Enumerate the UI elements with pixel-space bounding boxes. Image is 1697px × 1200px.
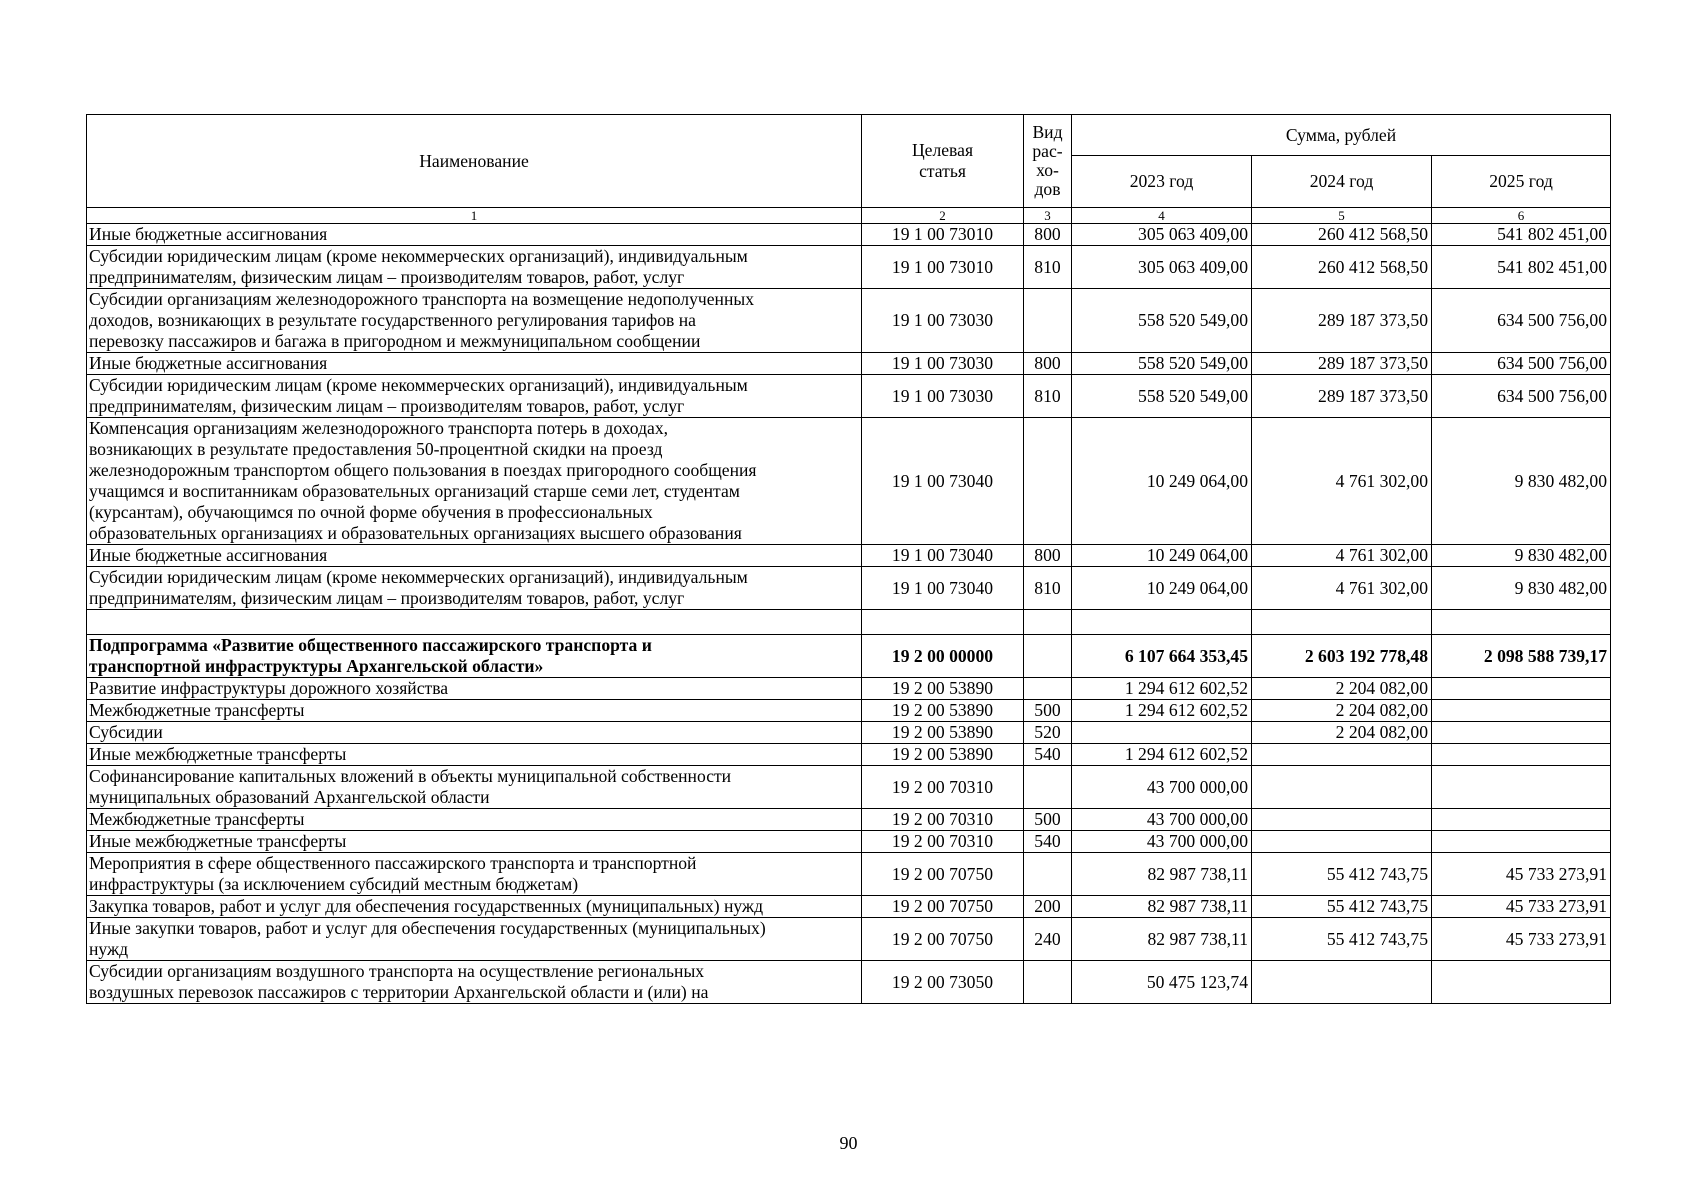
table-row xyxy=(87,961,1611,1004)
cell-name-line: Иные закупки товаров, работ и услуг для обеспечения государственных (муниципальных) xyxy=(89,918,766,938)
cell-target-article: 19 1 00 73040 xyxy=(862,418,1024,545)
budget-table xyxy=(86,114,1611,1004)
cell-target-article: 19 1 00 73040 xyxy=(862,545,1024,567)
cell-name-line: доходов, возникающих в результате государственного регулирования тарифов на xyxy=(89,310,696,330)
cell-amount-2023 xyxy=(1072,722,1252,744)
cell-name xyxy=(87,545,862,567)
cell-amount-2025: 541 802 451,00 xyxy=(1432,224,1611,246)
subprogram-row xyxy=(87,635,1611,678)
cell-expense-type xyxy=(1024,678,1072,700)
cell-name-line: железнодорожным транспортом общего пользования в поездах пригородного сообщения xyxy=(89,460,757,480)
cell-amount-2025 xyxy=(1432,610,1611,635)
table-body xyxy=(87,224,1611,1004)
cell-name-line: Подпрограмма «Развитие общественного пассажирского транспорта и xyxy=(89,635,652,655)
cell-amount-2023 xyxy=(1072,610,1252,635)
cell-target-article: 19 1 00 73030 xyxy=(862,375,1024,418)
column-number: 5 xyxy=(1252,208,1432,224)
cell-amount-2025: 634 500 756,00 xyxy=(1432,353,1611,375)
cell-name xyxy=(87,353,862,375)
table-row xyxy=(87,246,1611,289)
table-row xyxy=(87,896,1611,918)
cell-amount-2023: 10 249 064,00 xyxy=(1072,418,1252,545)
cell-target-article: 19 1 00 73030 xyxy=(862,353,1024,375)
cell-amount-2023: 43 700 000,00 xyxy=(1072,809,1252,831)
header-expense-type-line: Вид xyxy=(1032,122,1063,142)
cell-expense-type: 800 xyxy=(1024,224,1072,246)
cell-name xyxy=(87,831,862,853)
cell-target-article: 19 2 00 53890 xyxy=(862,678,1024,700)
cell-name-line: предпринимателям, физическим лицам – производителям товаров, работ, услуг xyxy=(89,588,685,608)
cell-amount-2025 xyxy=(1432,744,1611,766)
cell-amount-2023: 82 987 738,11 xyxy=(1072,853,1252,896)
header-year-2025: 2025 год xyxy=(1432,156,1611,208)
cell-amount-2024 xyxy=(1252,766,1432,809)
cell-expense-type: 810 xyxy=(1024,375,1072,418)
cell-name-line: Субсидии организациям воздушного транспорта на осуществление региональных xyxy=(89,961,705,981)
table-row xyxy=(87,375,1611,418)
cell-amount-2025 xyxy=(1432,831,1611,853)
column-number: 2 xyxy=(862,208,1024,224)
cell-amount-2025: 45 733 273,91 xyxy=(1432,896,1611,918)
cell-name-line: Межбюджетные трансферты xyxy=(89,700,305,720)
cell-amount-2023: 305 063 409,00 xyxy=(1072,246,1252,289)
cell-name-line: Иные бюджетные ассигнования xyxy=(89,545,328,565)
cell-amount-2024: 2 204 082,00 xyxy=(1252,678,1432,700)
cell-name-line: транспортной инфраструктуры Архангельской области» xyxy=(89,656,544,676)
cell-amount-2024 xyxy=(1252,744,1432,766)
table-row xyxy=(87,766,1611,809)
table-row xyxy=(87,831,1611,853)
header-expense-type xyxy=(1024,115,1072,208)
cell-name-line: предпринимателям, физическим лицам – производителям товаров, работ, услуг xyxy=(89,267,685,287)
cell-name-line: инфраструктуры (за исключением субсидий местным бюджетам) xyxy=(89,874,579,894)
cell-amount-2025: 541 802 451,00 xyxy=(1432,246,1611,289)
cell-amount-2023: 10 249 064,00 xyxy=(1072,545,1252,567)
cell-target-article: 19 2 00 73050 xyxy=(862,961,1024,1004)
cell-amount-2023: 82 987 738,11 xyxy=(1072,918,1252,961)
cell-expense-type xyxy=(1024,418,1072,545)
page-number: 90 xyxy=(839,1133,858,1153)
cell-name-line: предпринимателям, физическим лицам – производителям товаров, работ, услуг xyxy=(89,396,685,416)
cell-amount-2023: 1 294 612 602,52 xyxy=(1072,678,1252,700)
cell-name-line: Софинансирование капитальных вложений в объекты муниципальной собственности xyxy=(89,766,732,786)
cell-expense-type: 500 xyxy=(1024,809,1072,831)
cell-amount-2025 xyxy=(1432,678,1611,700)
cell-amount-2023: 50 475 123,74 xyxy=(1072,961,1252,1004)
cell-target-article: 19 2 00 70310 xyxy=(862,766,1024,809)
cell-name-line: Иные межбюджетные трансферты xyxy=(89,744,347,764)
cell-target-article: 19 2 00 00000 xyxy=(862,635,1024,678)
table-row xyxy=(87,418,1611,545)
table-header xyxy=(87,115,1611,224)
cell-name-line: Мероприятия в сфере общественного пассажирского транспорта и транспортной xyxy=(89,853,697,873)
table-row xyxy=(87,353,1611,375)
cell-amount-2024: 2 204 082,00 xyxy=(1252,700,1432,722)
cell-amount-2024: 55 412 743,75 xyxy=(1252,853,1432,896)
cell-amount-2025: 9 830 482,00 xyxy=(1432,545,1611,567)
cell-amount-2023: 6 107 664 353,45 xyxy=(1072,635,1252,678)
cell-name xyxy=(87,918,862,961)
cell-name-line: Иные межбюджетные трансферты xyxy=(89,831,347,851)
cell-name xyxy=(87,700,862,722)
cell-name-line: Иные бюджетные ассигнования xyxy=(89,224,328,244)
cell-expense-type: 540 xyxy=(1024,744,1072,766)
cell-expense-type: 200 xyxy=(1024,896,1072,918)
cell-name-line: Развитие инфраструктуры дорожного хозяйства xyxy=(89,678,449,698)
cell-amount-2024: 4 761 302,00 xyxy=(1252,418,1432,545)
cell-target-article: 19 2 00 53890 xyxy=(862,700,1024,722)
cell-name-line: Иные бюджетные ассигнования xyxy=(89,353,328,373)
cell-expense-type: 520 xyxy=(1024,722,1072,744)
header-target-article xyxy=(862,115,1024,208)
cell-target-article: 19 1 00 73010 xyxy=(862,246,1024,289)
cell-target-article: 19 1 00 73040 xyxy=(862,567,1024,610)
table-row xyxy=(87,545,1611,567)
table-row xyxy=(87,678,1611,700)
cell-name-line: воздушных перевозок пассажиров с территории Архангельской области и (или) на xyxy=(89,982,709,1002)
column-number: 6 xyxy=(1432,208,1611,224)
cell-expense-type xyxy=(1024,635,1072,678)
cell-amount-2025 xyxy=(1432,809,1611,831)
cell-expense-type xyxy=(1024,610,1072,635)
column-number: 4 xyxy=(1072,208,1252,224)
cell-amount-2024: 260 412 568,50 xyxy=(1252,246,1432,289)
header-target-article-line: Целевая xyxy=(911,140,974,160)
cell-amount-2023: 82 987 738,11 xyxy=(1072,896,1252,918)
cell-amount-2024: 2 204 082,00 xyxy=(1252,722,1432,744)
cell-target-article: 19 2 00 70310 xyxy=(862,809,1024,831)
cell-name xyxy=(87,766,862,809)
cell-expense-type: 500 xyxy=(1024,700,1072,722)
cell-amount-2025: 9 830 482,00 xyxy=(1432,567,1611,610)
cell-name-line: учащимся и воспитанникам образовательных организаций старше семи лет, студентам xyxy=(89,481,740,501)
cell-amount-2025 xyxy=(1432,961,1611,1004)
cell-amount-2024: 2 603 192 778,48 xyxy=(1252,635,1432,678)
header-expense-type-line: рас- xyxy=(1032,141,1063,161)
cell-name-line: Межбюджетные трансферты xyxy=(89,809,305,829)
cell-amount-2025: 45 733 273,91 xyxy=(1432,918,1611,961)
cell-target-article xyxy=(862,610,1024,635)
cell-amount-2025 xyxy=(1432,722,1611,744)
cell-amount-2024: 289 187 373,50 xyxy=(1252,353,1432,375)
cell-target-article: 19 2 00 53890 xyxy=(862,744,1024,766)
table-row xyxy=(87,722,1611,744)
cell-amount-2024: 4 761 302,00 xyxy=(1252,567,1432,610)
column-number: 3 xyxy=(1024,208,1072,224)
cell-expense-type: 540 xyxy=(1024,831,1072,853)
cell-name-line: Субсидии юридическим лицам (кроме некоммерческих организаций), индивидуальным xyxy=(89,375,748,395)
cell-expense-type xyxy=(1024,961,1072,1004)
header-amount: Сумма, рублей xyxy=(1072,115,1611,156)
empty-row xyxy=(87,610,1611,635)
cell-amount-2024: 4 761 302,00 xyxy=(1252,545,1432,567)
cell-target-article: 19 2 00 70750 xyxy=(862,918,1024,961)
cell-target-article: 19 2 00 70310 xyxy=(862,831,1024,853)
cell-name xyxy=(87,678,862,700)
table-row xyxy=(87,853,1611,896)
cell-amount-2024 xyxy=(1252,961,1432,1004)
cell-amount-2023: 558 520 549,00 xyxy=(1072,353,1252,375)
cell-amount-2023: 558 520 549,00 xyxy=(1072,375,1252,418)
cell-name-line: Субсидии юридическим лицам (кроме некоммерческих организаций), индивидуальным xyxy=(89,246,748,266)
cell-amount-2024: 289 187 373,50 xyxy=(1252,289,1432,353)
cell-name xyxy=(87,418,862,545)
cell-amount-2025: 634 500 756,00 xyxy=(1432,289,1611,353)
header-target-article-line: статья xyxy=(919,161,966,181)
cell-name-line: муниципальных образований Архангельской области xyxy=(89,787,490,807)
cell-name xyxy=(87,246,862,289)
cell-name xyxy=(87,744,862,766)
table-row xyxy=(87,918,1611,961)
cell-name xyxy=(87,961,862,1004)
cell-name-line: образовательных организациях и образовательных организациях высшего образования xyxy=(89,523,742,543)
cell-amount-2024 xyxy=(1252,809,1432,831)
cell-amount-2023: 43 700 000,00 xyxy=(1072,831,1252,853)
cell-name-line: Субсидии юридическим лицам (кроме некоммерческих организаций), индивидуальным xyxy=(89,567,748,587)
cell-amount-2025: 45 733 273,91 xyxy=(1432,853,1611,896)
cell-name xyxy=(87,289,862,353)
cell-target-article: 19 2 00 70750 xyxy=(862,896,1024,918)
cell-name-line: Субсидии организациям железнодорожного транспорта на возмещение недополученных xyxy=(89,289,754,309)
cell-expense-type: 240 xyxy=(1024,918,1072,961)
table-row xyxy=(87,809,1611,831)
table-row xyxy=(87,700,1611,722)
cell-name-line: нужд xyxy=(89,939,129,959)
cell-name xyxy=(87,722,862,744)
table-row xyxy=(87,224,1611,246)
cell-target-article: 19 1 00 73010 xyxy=(862,224,1024,246)
header-year-2024: 2024 год xyxy=(1252,156,1432,208)
cell-name-line: Субсидии xyxy=(89,722,163,742)
cell-name xyxy=(87,635,862,678)
cell-name xyxy=(87,896,862,918)
cell-amount-2023: 1 294 612 602,52 xyxy=(1072,744,1252,766)
cell-amount-2024: 55 412 743,75 xyxy=(1252,918,1432,961)
cell-amount-2025 xyxy=(1432,700,1611,722)
cell-expense-type xyxy=(1024,853,1072,896)
cell-amount-2023: 558 520 549,00 xyxy=(1072,289,1252,353)
cell-name-line: (курсантам), обучающимся по очной форме обучения в профессиональных xyxy=(89,502,653,522)
cell-target-article: 19 2 00 70750 xyxy=(862,853,1024,896)
header-expense-type-line: дов xyxy=(1034,179,1061,199)
cell-amount-2024: 289 187 373,50 xyxy=(1252,375,1432,418)
cell-name xyxy=(87,224,862,246)
cell-expense-type: 800 xyxy=(1024,353,1072,375)
header-year-2023: 2023 год xyxy=(1072,156,1252,208)
cell-name-line: Компенсация организациям железнодорожного транспорта потерь в доходах, xyxy=(89,418,669,438)
column-number: 1 xyxy=(87,208,862,224)
cell-amount-2025: 634 500 756,00 xyxy=(1432,375,1611,418)
cell-name-line: перевозку пассажиров и багажа в пригородном и межмуниципальном сообщении xyxy=(89,331,701,351)
cell-amount-2024: 260 412 568,50 xyxy=(1252,224,1432,246)
cell-amount-2025: 9 830 482,00 xyxy=(1432,418,1611,545)
cell-target-article: 19 1 00 73030 xyxy=(862,289,1024,353)
cell-amount-2023: 43 700 000,00 xyxy=(1072,766,1252,809)
cell-name xyxy=(87,853,862,896)
cell-amount-2024 xyxy=(1252,610,1432,635)
cell-expense-type xyxy=(1024,766,1072,809)
cell-amount-2025 xyxy=(1432,766,1611,809)
cell-expense-type: 810 xyxy=(1024,246,1072,289)
cell-name-line: Закупка товаров, работ и услуг для обеспечения государственных (муниципальных) нужд xyxy=(89,896,764,916)
table-row xyxy=(87,744,1611,766)
cell-name xyxy=(87,809,862,831)
cell-expense-type: 810 xyxy=(1024,567,1072,610)
cell-name xyxy=(87,610,862,635)
table-row xyxy=(87,567,1611,610)
cell-name xyxy=(87,567,862,610)
cell-amount-2023: 305 063 409,00 xyxy=(1072,224,1252,246)
cell-amount-2025: 2 098 588 739,17 xyxy=(1432,635,1611,678)
cell-name xyxy=(87,375,862,418)
cell-amount-2024 xyxy=(1252,831,1432,853)
table-row xyxy=(87,289,1611,353)
header-name: Наименование xyxy=(87,115,862,208)
cell-amount-2024: 55 412 743,75 xyxy=(1252,896,1432,918)
cell-target-article: 19 2 00 53890 xyxy=(862,722,1024,744)
cell-amount-2023: 1 294 612 602,52 xyxy=(1072,700,1252,722)
cell-name-line: возникающих в результате предоставления 50-процентной скидки на проезд xyxy=(89,439,663,459)
cell-expense-type xyxy=(1024,289,1072,353)
header-expense-type-line: хо- xyxy=(1036,160,1059,180)
cell-amount-2023: 10 249 064,00 xyxy=(1072,567,1252,610)
cell-expense-type: 800 xyxy=(1024,545,1072,567)
